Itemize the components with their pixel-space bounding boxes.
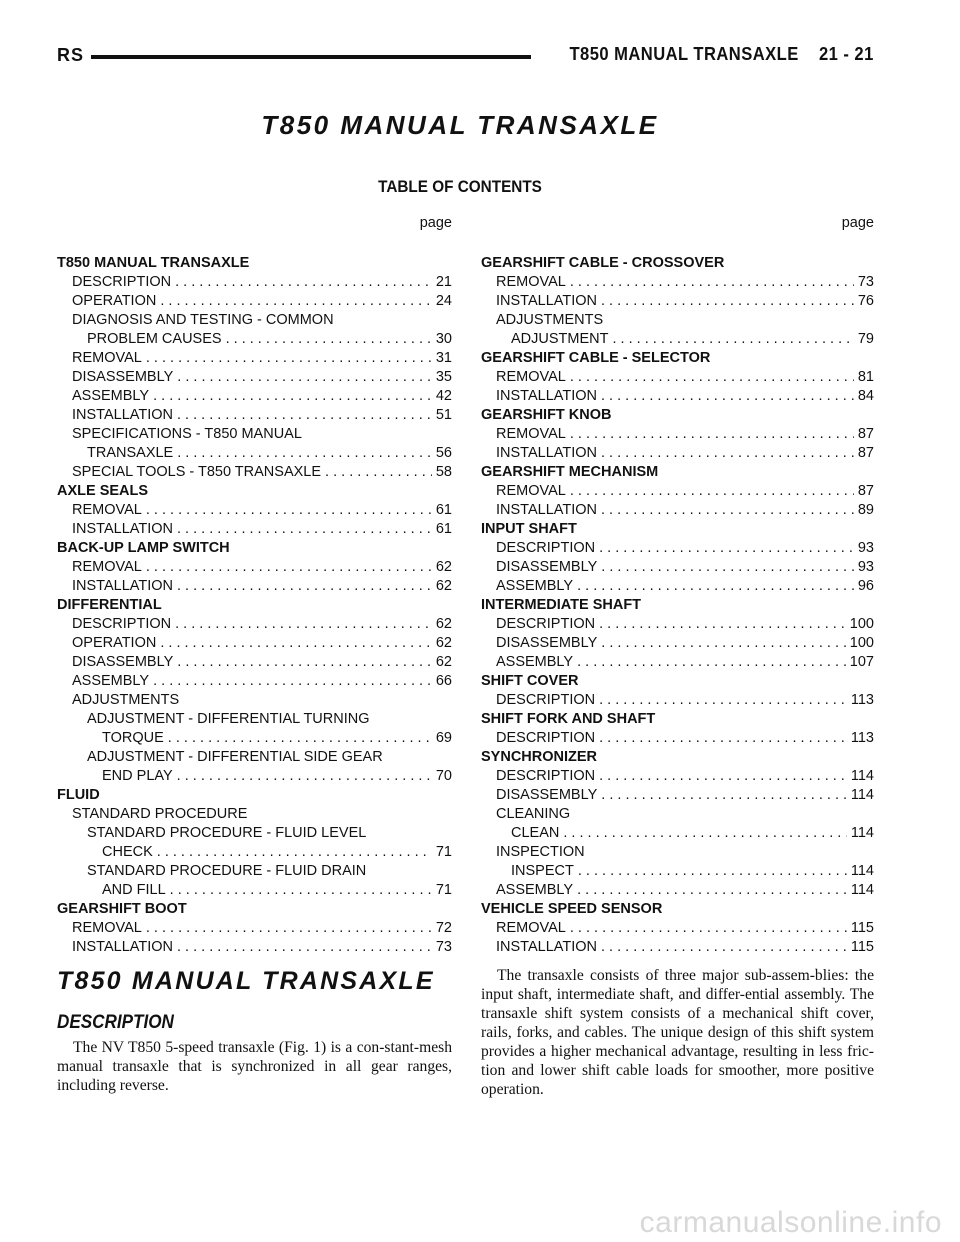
toc-section[interactable] [57,254,452,273]
toc-entry-label: REMOVAL [496,483,566,499]
toc-entry-label: T850 MANUAL TRANSAXLE [57,255,250,271]
toc-entry-label: DESCRIPTION [72,616,172,632]
toc-entry-label: DISASSEMBLY [496,559,598,575]
dot-leader [601,444,854,463]
dot-leader [175,273,432,292]
toc-entry-label: CLEAN [511,825,560,841]
toc-entry-label: ADJUSTMENTS [72,692,180,708]
toc-entry-label: DIAGNOSIS AND TESTING - COMMON [72,312,334,328]
toc-page-number: 71 [435,844,452,860]
toc-page-number: 114 [850,882,874,898]
toc-page-number: 73 [435,939,452,955]
dot-leader [570,425,854,444]
toc-entry-label: ASSEMBLY [496,578,574,594]
header-section-code: RS [57,45,85,65]
toc-entry[interactable] [481,843,874,862]
toc-entry-label: STANDARD PROCEDURE [72,806,248,822]
toc-entry[interactable] [57,824,452,843]
toc-entry-label: DESCRIPTION [496,768,596,784]
toc-entry[interactable] [57,520,452,539]
toc-entry-label: DISASSEMBLY [496,787,598,803]
toc-section[interactable] [481,406,874,425]
toc-entry[interactable] [57,672,452,691]
toc-entry[interactable] [57,881,452,900]
toc-entry[interactable] [57,406,452,425]
toc-entry[interactable] [57,330,452,349]
toc-entry[interactable] [57,634,452,653]
toc-entry[interactable] [57,292,452,311]
toc-section[interactable] [481,710,874,729]
toc-page-number: 24 [435,293,452,309]
dot-leader [177,767,432,786]
toc-entry-label: DESCRIPTION [496,616,596,632]
dot-leader [570,273,854,292]
toc-section[interactable] [481,596,874,615]
toc-entry-label: ASSEMBLY [496,882,574,898]
toc-page-number: 58 [435,464,452,480]
dot-leader [599,729,847,748]
toc-entry[interactable] [57,938,452,957]
dot-leader [563,824,847,843]
dot-leader [599,767,847,786]
toc-entry-label: GEARSHIFT KNOB [481,407,612,423]
toc-page-number: 42 [435,388,452,404]
toc-entry[interactable] [57,653,452,672]
toc-page-number: 76 [857,293,874,309]
dot-leader [570,368,854,387]
toc-entry[interactable] [481,938,874,957]
toc-page-number: 62 [435,578,452,594]
toc-entry[interactable] [57,615,452,634]
dot-leader [599,691,847,710]
dot-leader [226,330,432,349]
toc-section[interactable] [481,349,874,368]
toc-entry[interactable] [481,501,874,520]
toc-section[interactable] [481,520,874,539]
toc-entry[interactable] [481,824,874,843]
toc-section[interactable] [481,672,874,691]
toc-column-right [481,214,874,957]
toc-entry[interactable] [57,919,452,938]
toc-entry[interactable] [57,387,452,406]
toc-page-number: 72 [435,920,452,936]
toc-entry-label: PROBLEM CAUSES [87,331,222,347]
subheading-description: DESCRIPTION [57,1012,174,1033]
toc-section[interactable] [481,748,874,767]
dot-leader [577,881,847,900]
toc-page-number: 87 [857,445,874,461]
toc-entry[interactable] [57,691,452,710]
toc-entry-label: GEARSHIFT MECHANISM [481,464,659,480]
toc-page-number: 69 [435,730,452,746]
dot-leader [601,634,846,653]
toc-entry-label: STANDARD PROCEDURE - FLUID LEVEL [87,825,367,841]
toc-entry[interactable] [481,368,874,387]
toc-entry-label: BACK-UP LAMP SWITCH [57,540,230,556]
dot-leader [177,406,432,425]
dot-leader [153,387,432,406]
toc-entry[interactable] [481,767,874,786]
toc-entry-label: ASSEMBLY [72,388,150,404]
toc-page-number: 66 [435,673,452,689]
toc-entry-label: ASSEMBLY [72,673,150,689]
toc-page-number: 114 [850,787,874,803]
toc-page-number: 115 [850,939,874,955]
toc-entry-label: SPECIFICATIONS - T850 MANUAL [72,426,302,442]
toc-entry[interactable] [57,805,452,824]
dot-leader [601,501,854,520]
dot-leader [177,938,432,957]
running-header [57,40,874,74]
toc-entry-label: INSTALLATION [72,578,173,594]
toc-entry-label: INSTALLATION [496,388,597,404]
dot-leader [599,615,846,634]
toc-entry[interactable] [57,368,452,387]
toc-list-left [57,254,452,957]
dot-leader [578,862,847,881]
toc-page-number: 113 [850,692,874,708]
toc-entry[interactable] [57,577,452,596]
toc-page-number: 70 [435,768,452,784]
dot-leader [177,520,432,539]
toc-entry-label: REMOVAL [72,920,142,936]
dot-leader [177,368,432,387]
dot-leader [612,330,853,349]
header-rule [91,55,531,59]
toc-entry-label: INSTALLATION [496,502,597,518]
toc-entry-label: DESCRIPTION [496,692,596,708]
toc-entry-label: INSTALLATION [496,939,597,955]
toc-page-number: 87 [857,426,874,442]
toc-page-number: 71 [435,882,452,898]
page-label: page [419,215,452,231]
toc-entry[interactable] [57,748,452,767]
dot-leader [601,938,847,957]
dot-leader [153,672,432,691]
toc-entry[interactable] [57,710,452,729]
toc-entry[interactable] [481,729,874,748]
toc-entry[interactable] [57,444,452,463]
toc-section[interactable] [57,900,452,919]
toc-section[interactable] [57,786,452,805]
toc-page-number: 62 [435,635,452,651]
toc-entry-label: VEHICLE SPEED SENSOR [481,901,663,917]
toc-entry-label: INSPECTION [496,844,585,860]
toc-section[interactable] [481,254,874,273]
description-paragraph-2: The transaxle consists of three major sub-assem-blies: the input shaft, intermediate shaft, and differ-ential assembly. The transaxle shift system consists of a mechanical shift cover, rails, forks, and cables. The unique design of this shift system provides a higher mechanical advantage, resulting in less fric-tion and lower shift cable loads for smoother, more positive operation. [481,967,874,1098]
toc-page-number: 87 [857,483,874,499]
toc-entry[interactable] [481,577,874,596]
toc-section[interactable] [57,539,452,558]
toc-entry[interactable] [57,558,452,577]
dot-leader [146,919,432,938]
dot-leader [570,482,854,501]
toc-entry[interactable] [481,805,874,824]
toc-entry-label: AXLE SEALS [57,483,149,499]
toc-entry-label: INSPECT [511,863,574,879]
toc-entry-label: GEARSHIFT CABLE - CROSSOVER [481,255,725,271]
toc-entry[interactable] [57,425,452,444]
toc-entry-label: ADJUSTMENT - DIFFERENTIAL SIDE GEAR [87,749,383,765]
toc-entry-label: GEARSHIFT BOOT [57,901,187,917]
toc-page-number: 51 [435,407,452,423]
toc-entry-label: SYNCHRONIZER [481,749,598,765]
toc-entry-label: SPECIAL TOOLS - T850 TRANSAXLE [72,464,322,480]
toc-entry-label: REMOVAL [72,502,142,518]
toc-page-number: 115 [850,920,874,936]
toc-entry-label: TRANSAXLE [87,445,174,461]
toc-entry[interactable] [481,653,874,672]
toc-page-number: 35 [435,369,452,385]
dot-leader [160,292,432,311]
dot-leader [601,387,854,406]
toc-entry-label: OPERATION [72,293,157,309]
toc-title: TABLE OF CONTENTS [378,177,542,196]
toc-page-number: 93 [857,559,874,575]
toc-entry[interactable] [481,539,874,558]
toc-page-number: 93 [857,540,874,556]
toc-entry[interactable] [57,273,452,292]
toc-page-number: 73 [857,274,874,290]
toc-entry[interactable] [481,311,874,330]
page-title: T850 MANUAL TRANSAXLE [261,110,659,140]
toc-section[interactable] [57,596,452,615]
toc-entry-label: INPUT SHAFT [481,521,577,537]
dot-leader [177,444,432,463]
toc-page-number: 113 [850,730,874,746]
toc-entry-label: DISASSEMBLY [72,369,174,385]
dot-leader [175,615,432,634]
dot-leader [577,653,846,672]
toc-entry-label: DIFFERENTIAL [57,597,162,613]
dot-leader [177,653,432,672]
dot-leader [146,501,432,520]
toc-entry[interactable] [481,634,874,653]
toc-entry-label: DESCRIPTION [72,274,172,290]
dot-leader [577,577,854,596]
header-page-number: 21 - 21 [819,44,874,64]
toc-entry[interactable] [57,843,452,862]
toc-entry-label: ADJUSTMENTS [496,312,604,328]
toc-page-number: 62 [435,654,452,670]
toc-entry[interactable] [481,292,874,311]
toc-entry[interactable] [481,482,874,501]
toc-page-number: 61 [435,502,452,518]
toc-page-number: 89 [857,502,874,518]
toc-entry-label: SHIFT FORK AND SHAFT [481,711,656,727]
dot-leader [146,558,432,577]
toc-entry-label: INSTALLATION [496,445,597,461]
toc-list-right [481,254,874,957]
toc-page-number: 62 [435,616,452,632]
toc-entry-label: REMOVAL [72,559,142,575]
dot-leader [157,843,432,862]
toc-entry[interactable] [481,691,874,710]
toc-entry-label: REMOVAL [72,350,142,366]
toc-page-number: 56 [435,445,452,461]
toc-entry-label: ADJUSTMENT [511,331,609,347]
toc-page-number: 31 [435,350,452,366]
dot-leader [601,558,854,577]
toc-entry[interactable] [57,349,452,368]
dot-leader [168,729,432,748]
toc-entry-label: ADJUSTMENT - DIFFERENTIAL TURNING [87,711,370,727]
description-paragraph-1: The NV T850 5-speed transaxle (Fig. 1) is a con-stant-mesh manual transaxle that is synchronized in all gear ranges, including reverse. [57,1039,452,1094]
toc-entry-label: INSTALLATION [72,521,173,537]
toc-entry-label: REMOVAL [496,369,566,385]
toc-page-number: 61 [435,521,452,537]
toc-entry[interactable] [57,311,452,330]
toc-section[interactable] [481,900,874,919]
toc-page-number: 96 [857,578,874,594]
header-title: T850 MANUAL TRANSAXLE [569,44,799,64]
toc-entry[interactable] [481,919,874,938]
toc-entry[interactable] [481,273,874,292]
toc-entry-label: REMOVAL [496,920,566,936]
toc-page-number: 100 [849,616,874,632]
toc-column-left [57,214,452,957]
toc-page-number: 114 [850,825,874,841]
toc-entry[interactable] [57,862,452,881]
toc-entry[interactable] [57,767,452,786]
toc-entry-label: CLEANING [496,806,571,822]
page-label: page [841,215,874,231]
toc-entry-label: DESCRIPTION [496,540,596,556]
toc-entry[interactable] [57,463,452,482]
dot-leader [570,919,847,938]
toc-page-number: 79 [857,331,874,347]
toc-entry[interactable] [481,425,874,444]
toc-entry-label: ASSEMBLY [496,654,574,670]
dot-leader [601,292,854,311]
toc-page-number: 30 [435,331,452,347]
toc-entry-label: INSTALLATION [496,293,597,309]
toc-entry-label: STANDARD PROCEDURE - FLUID DRAIN [87,863,367,879]
dot-leader [601,786,847,805]
dot-leader [160,634,432,653]
toc-entry-label: TORQUE [102,730,164,746]
toc-page-number: 100 [849,635,874,651]
watermark: carmanualsonline.info [639,1206,942,1239]
toc-entry-label: OPERATION [72,635,157,651]
toc-page-number: 84 [857,388,874,404]
toc-entry[interactable] [481,444,874,463]
header-title-block [570,44,874,65]
toc-entry-label: CHECK [102,844,153,860]
toc-entry-label: INSTALLATION [72,939,173,955]
toc-entry[interactable] [57,729,452,748]
toc-entry[interactable] [481,387,874,406]
dot-leader [325,463,432,482]
dot-leader [146,349,432,368]
toc-entry[interactable] [481,862,874,881]
toc-page-number: 107 [849,654,874,670]
toc-section[interactable] [481,463,874,482]
toc-entry-label: INTERMEDIATE SHAFT [481,597,642,613]
toc-entry[interactable] [481,558,874,577]
dot-leader [170,881,432,900]
toc-entry[interactable] [481,881,874,900]
toc-entry-label: INSTALLATION [72,407,173,423]
toc-entry-label: REMOVAL [496,274,566,290]
toc-page-number: 114 [850,863,874,879]
toc-page-number: 21 [435,274,452,290]
toc-entry[interactable] [481,615,874,634]
toc-entry[interactable] [481,786,874,805]
toc-entry[interactable] [57,501,452,520]
toc-entry-label: DESCRIPTION [496,730,596,746]
toc-section[interactable] [57,482,452,501]
toc-entry-label: GEARSHIFT CABLE - SELECTOR [481,350,711,366]
toc-entry-label: END PLAY [102,768,173,784]
section-heading: T850 MANUAL TRANSAXLE [57,967,435,995]
toc-entry-label: AND FILL [102,882,166,898]
toc-entry[interactable] [481,330,874,349]
toc-entry-label: DISASSEMBLY [72,654,174,670]
toc-page-number: 81 [857,369,874,385]
toc-page-number: 62 [435,559,452,575]
toc-entry-label: DISASSEMBLY [496,635,598,651]
dot-leader [177,577,432,596]
toc-entry-label: FLUID [57,787,100,803]
toc-entry-label: SHIFT COVER [481,673,579,689]
toc-entry-label: REMOVAL [496,426,566,442]
dot-leader [599,539,854,558]
toc-page-number: 114 [850,768,874,784]
